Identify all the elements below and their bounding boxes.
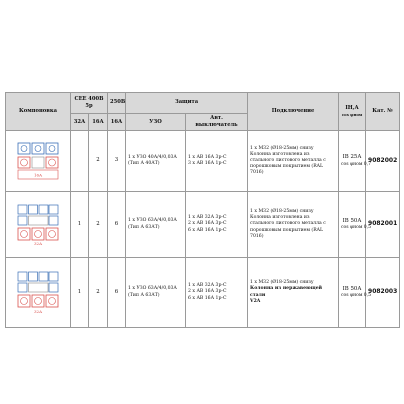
cell-16a: 2 (89, 131, 108, 192)
cell-32a (71, 131, 89, 192)
table-row (6, 258, 400, 328)
cell-250v: 6 (108, 192, 126, 258)
breaker-line: 2 х АВ 16А 3р-С (188, 289, 227, 295)
header-16a-250: 16А (108, 114, 126, 131)
thumb-label: 16A (34, 172, 42, 178)
cell-uzo (126, 258, 186, 328)
connection-line-bold: V2A (250, 298, 261, 304)
cell-uzo (126, 131, 186, 192)
uzo-line: (Тип А 63АТ) (128, 224, 160, 230)
cell-catalog: 9082003 (366, 258, 400, 328)
connection-line: Колонна изготовлена из (250, 151, 310, 157)
header-protection: Защита (126, 93, 248, 114)
connection-line: Колонна изготовлена из (250, 215, 310, 221)
header-250v: 250В (108, 93, 126, 114)
breaker-line: 1 х АВ 16А 3р-С (188, 154, 227, 160)
cell-catalog: 9082001 (366, 192, 400, 258)
cell-breakers (186, 258, 248, 328)
uzo-line: 1 х УЗО 63А/4/0,03А (128, 286, 177, 292)
current-value: IB 50А (342, 285, 362, 292)
header-connection: Подключение (248, 93, 339, 131)
cell-connection (248, 258, 339, 328)
uzo-line: 1 х УЗО 63А/4/0,03А (128, 218, 177, 224)
cell-current (339, 131, 371, 192)
socket-layout-icon (16, 270, 60, 316)
header-current-title: IН,А (345, 105, 359, 112)
thumb-label: 32A (34, 308, 42, 314)
connection-line: порошковым покрытием (RAL (250, 164, 324, 170)
uzo-line: (Тип А 63АТ) (128, 292, 160, 298)
current-value: IB 50А (342, 217, 362, 224)
spec-table (5, 92, 400, 328)
breaker-line: 6 х АВ 16А 1р-С (188, 227, 227, 233)
table-row (6, 192, 400, 258)
cell-16a: 2 (89, 258, 108, 328)
cos-value: cos φном 0,5 (341, 293, 371, 299)
socket-layout-icon (16, 141, 60, 181)
connection-line-bold: Колонна из нержавеющей стали (250, 286, 323, 298)
connection-line: 7016) (250, 233, 264, 239)
connection-line: 1 х М32 (Ø18-25мм) снизу (250, 145, 314, 151)
cos-value: cos φном 0,5 (341, 225, 371, 231)
thumb-label: 32A (34, 240, 42, 246)
header-catalog: Кат. № (366, 93, 400, 131)
breaker-line: 6 х АВ 16А 1р-С (188, 295, 227, 301)
connection-line: 7016) (250, 170, 264, 176)
cell-250v: 6 (108, 258, 126, 328)
connection-line: порошковым покрытием (RAL (250, 227, 324, 233)
cell-breakers (186, 131, 248, 192)
breaker-line: 3 х АВ 16А 1р-С (188, 161, 227, 167)
cell-connection (248, 192, 339, 258)
cell-breakers (186, 192, 248, 258)
header-current (339, 93, 366, 131)
composition-thumbnail (6, 192, 71, 258)
cell-32a: 1 (71, 258, 89, 328)
cell-32a: 1 (71, 192, 89, 258)
breaker-line: 2 х АВ 16А 3р-С (188, 221, 227, 227)
connection-line: 1 х М32 (Ø18-25мм) снизу (250, 280, 314, 286)
current-value: IB 25А (342, 154, 362, 161)
table-row (6, 131, 400, 192)
cell-16a: 2 (89, 192, 108, 258)
cell-current (339, 258, 371, 328)
cell-catalog: 9082002 (366, 131, 400, 192)
uzo-line: (Тип А 40АТ) (128, 161, 160, 167)
connection-line: стального листового металла с (250, 221, 326, 227)
breaker-line: 1 х АВ 32А 3р-С (188, 215, 227, 221)
cell-250v: 3 (108, 131, 126, 192)
composition-thumbnail (6, 258, 71, 328)
cell-uzo (126, 192, 186, 258)
header-composition: Компоновка (6, 93, 71, 131)
header-current-sub: cos φном (341, 112, 363, 118)
socket-layout-icon (16, 203, 60, 247)
cell-current (339, 192, 371, 258)
header-cee: CEE 400В 5р (71, 93, 108, 114)
header-16a: 16А (89, 114, 108, 131)
header-32a: 32А (71, 114, 89, 131)
cell-connection (248, 131, 339, 192)
composition-thumbnail (6, 131, 71, 192)
cos-value: cos φном 0,7 (341, 161, 371, 167)
breaker-line: 1 х АВ 32А 3р-С (188, 283, 227, 289)
connection-line: 1 х М32 (Ø18-25мм) снизу (250, 209, 314, 215)
header-uzo: УЗО (126, 114, 186, 131)
uzo-line: 1 х УЗО 40А/4/0,03А (128, 154, 177, 160)
connection-line: стального листового металла с (250, 157, 326, 163)
header-breaker: Авт. выключатель (186, 114, 248, 131)
